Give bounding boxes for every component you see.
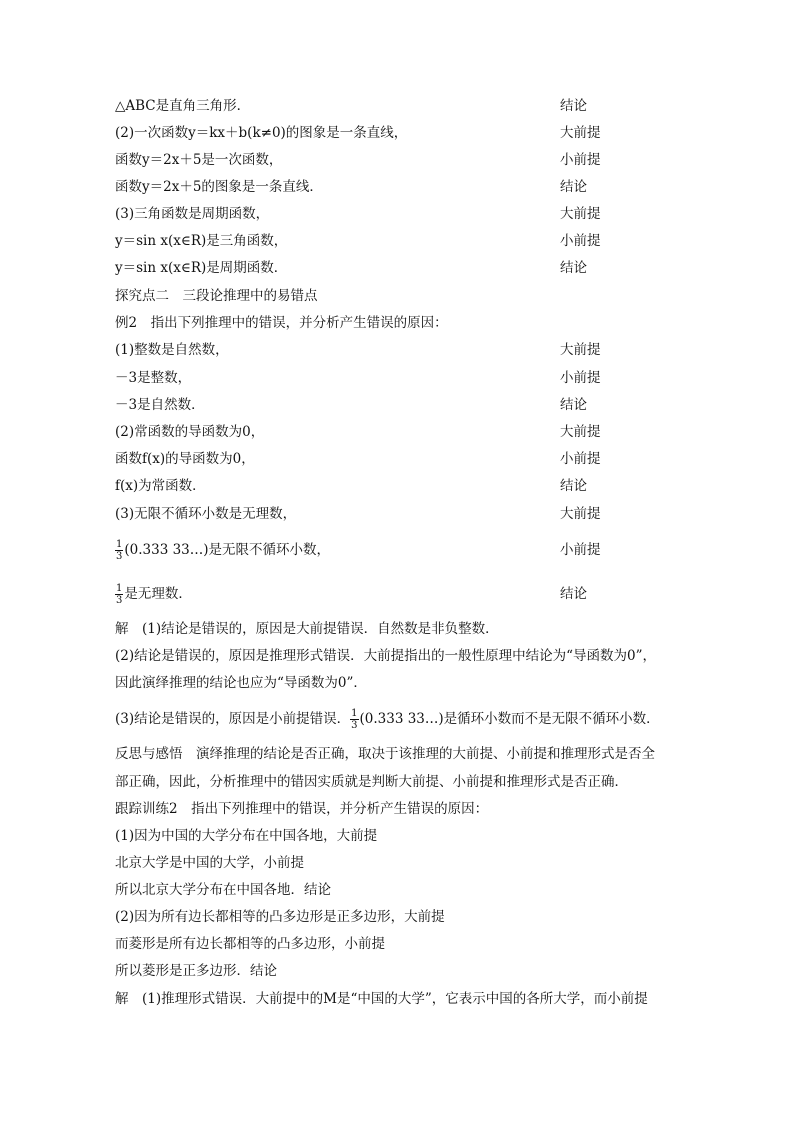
line — [115, 96, 685, 116]
line-text: (2)因为所有边长都相等的凸多边形是正多边形，大前提 — [115, 909, 445, 925]
line-text: 例2 指出下列推理中的错误，并分析产生错误的原因： — [115, 315, 448, 331]
line-text: (1)整数是自然数， — [115, 342, 229, 358]
line-text: 是无理数． — [124, 586, 192, 602]
line-text: 因此演绎推理的结论也应为“导函数为0”． — [115, 675, 367, 691]
line-text: －3是整数， — [115, 370, 192, 386]
line — [115, 504, 685, 524]
line-text: f(x)为常函数． — [115, 478, 206, 494]
fraction-line — [115, 530, 685, 570]
line-text: (2)结论是错误的，原因是推理形式错误．大前提指出的一般性原理中结论为“导函数为0”， — [115, 648, 657, 664]
line-text: 所以菱形是正多边形．结论 — [115, 963, 277, 979]
reflection-line — [115, 772, 685, 792]
line-text: 探究点二 三段论推理中的易错点 — [115, 288, 318, 304]
line-text: 跟踪训练2 指出下列推理中的错误，并分析产生错误的原因： — [115, 801, 489, 817]
line-tag: 结论 — [560, 478, 587, 494]
practice-line — [115, 880, 685, 900]
fraction — [350, 708, 358, 731]
line-text: (0.333 33…)是无限不循环小数， — [124, 542, 331, 558]
line — [115, 340, 685, 360]
line-text: 而菱形是所有边长都相等的凸多边形，小前提 — [115, 936, 385, 952]
line-tag: 小前提 — [560, 451, 601, 467]
fraction-denominator: 3 — [116, 551, 123, 562]
line-text: 北京大学是中国的大学，小前提 — [115, 855, 304, 871]
line-tag: 小前提 — [560, 233, 601, 249]
line-tag: 结论 — [560, 586, 587, 602]
line-tag: 大前提 — [560, 506, 601, 522]
line-tag: 结论 — [560, 397, 587, 413]
line-text: (1)因为中国的大学分布在中国各地，大前提 — [115, 828, 378, 844]
line — [115, 476, 685, 496]
practice-line — [115, 961, 685, 981]
fraction-denominator: 3 — [116, 595, 123, 606]
fraction-numerator: 1 — [116, 539, 123, 550]
line-tag: 小前提 — [560, 152, 601, 168]
line-text: (2)一次函数y＝kx＋b(k≠0)的图象是一条直线， — [115, 125, 408, 141]
line-tag: 大前提 — [560, 125, 601, 141]
line-text: (0.333 33…)是循环小数而不是无限不循环小数． — [359, 711, 660, 727]
line — [115, 123, 685, 143]
line-text: 反思与感悟 演绎推理的结论是否正确，取决于该推理的大前提、小前提和推理形式是否全 — [115, 746, 655, 762]
reflection-line — [115, 744, 685, 764]
line-tag: 结论 — [560, 260, 587, 276]
line-text: (2)常函数的导函数为0， — [115, 424, 265, 440]
line-text: 所以北京大学分布在中国各地．结论 — [115, 882, 331, 898]
line-text: 部正确，因此，分析推理中的错因实质就是判断大前提、小前提和推理形式是否正确． — [115, 774, 628, 790]
line — [115, 368, 685, 388]
fraction-denominator: 3 — [351, 720, 358, 731]
fraction-numerator: 1 — [116, 583, 123, 594]
practice-line — [115, 907, 685, 927]
line-tag: 大前提 — [560, 424, 601, 440]
section-heading — [115, 286, 685, 306]
line-tag: 小前提 — [560, 542, 601, 558]
line-tag: 结论 — [560, 98, 587, 114]
line-text: 解 (1)结论是错误的，原因是大前提错误．自然数是非负整数． — [115, 621, 499, 637]
fraction-line — [115, 574, 685, 614]
line — [115, 258, 685, 278]
fraction-numerator: 1 — [351, 708, 358, 719]
practice-line — [115, 799, 685, 819]
line — [115, 395, 685, 415]
line-tag: 大前提 — [560, 342, 601, 358]
line-text: 函数y＝2x＋5的图象是一条直线． — [115, 179, 323, 195]
line-text: y＝sin x(x∈R)是周期函数． — [115, 260, 288, 276]
practice-line — [115, 934, 685, 954]
line-text: y＝sin x(x∈R)是三角函数， — [115, 233, 288, 249]
practice-line — [115, 989, 685, 1009]
line-text: 函数y＝2x＋5是一次函数， — [115, 152, 283, 168]
line-text: △ABC是直角三角形． — [115, 98, 251, 114]
solution-line — [115, 673, 685, 693]
line — [115, 422, 685, 442]
line-text: (3)三角函数是周期函数， — [115, 206, 270, 222]
line-text: －3是自然数． — [115, 397, 205, 413]
solution-line — [115, 619, 685, 639]
line — [115, 231, 685, 251]
line — [115, 177, 685, 197]
line — [115, 449, 685, 469]
line-text: (3)结论是错误的，原因是小前提错误． — [115, 711, 351, 727]
fraction — [115, 539, 123, 562]
practice-line — [115, 853, 685, 873]
line — [115, 204, 685, 224]
example-heading — [115, 313, 685, 333]
line-text: 函数f(x)的导函数为0， — [115, 451, 255, 467]
solution-line — [115, 646, 685, 666]
line-tag: 小前提 — [560, 370, 601, 386]
line-text: 解 (1)推理形式错误．大前提中的M是“中国的大学”，它表示中国的各所大学，而小前提 — [115, 991, 648, 1007]
fraction — [115, 583, 123, 606]
line-tag: 大前提 — [560, 206, 601, 222]
solution-line-3 — [115, 699, 685, 739]
line-tag: 结论 — [560, 179, 587, 195]
line — [115, 150, 685, 170]
practice-line — [115, 826, 685, 846]
line-text: (3)无限不循环小数是无理数， — [115, 506, 297, 522]
